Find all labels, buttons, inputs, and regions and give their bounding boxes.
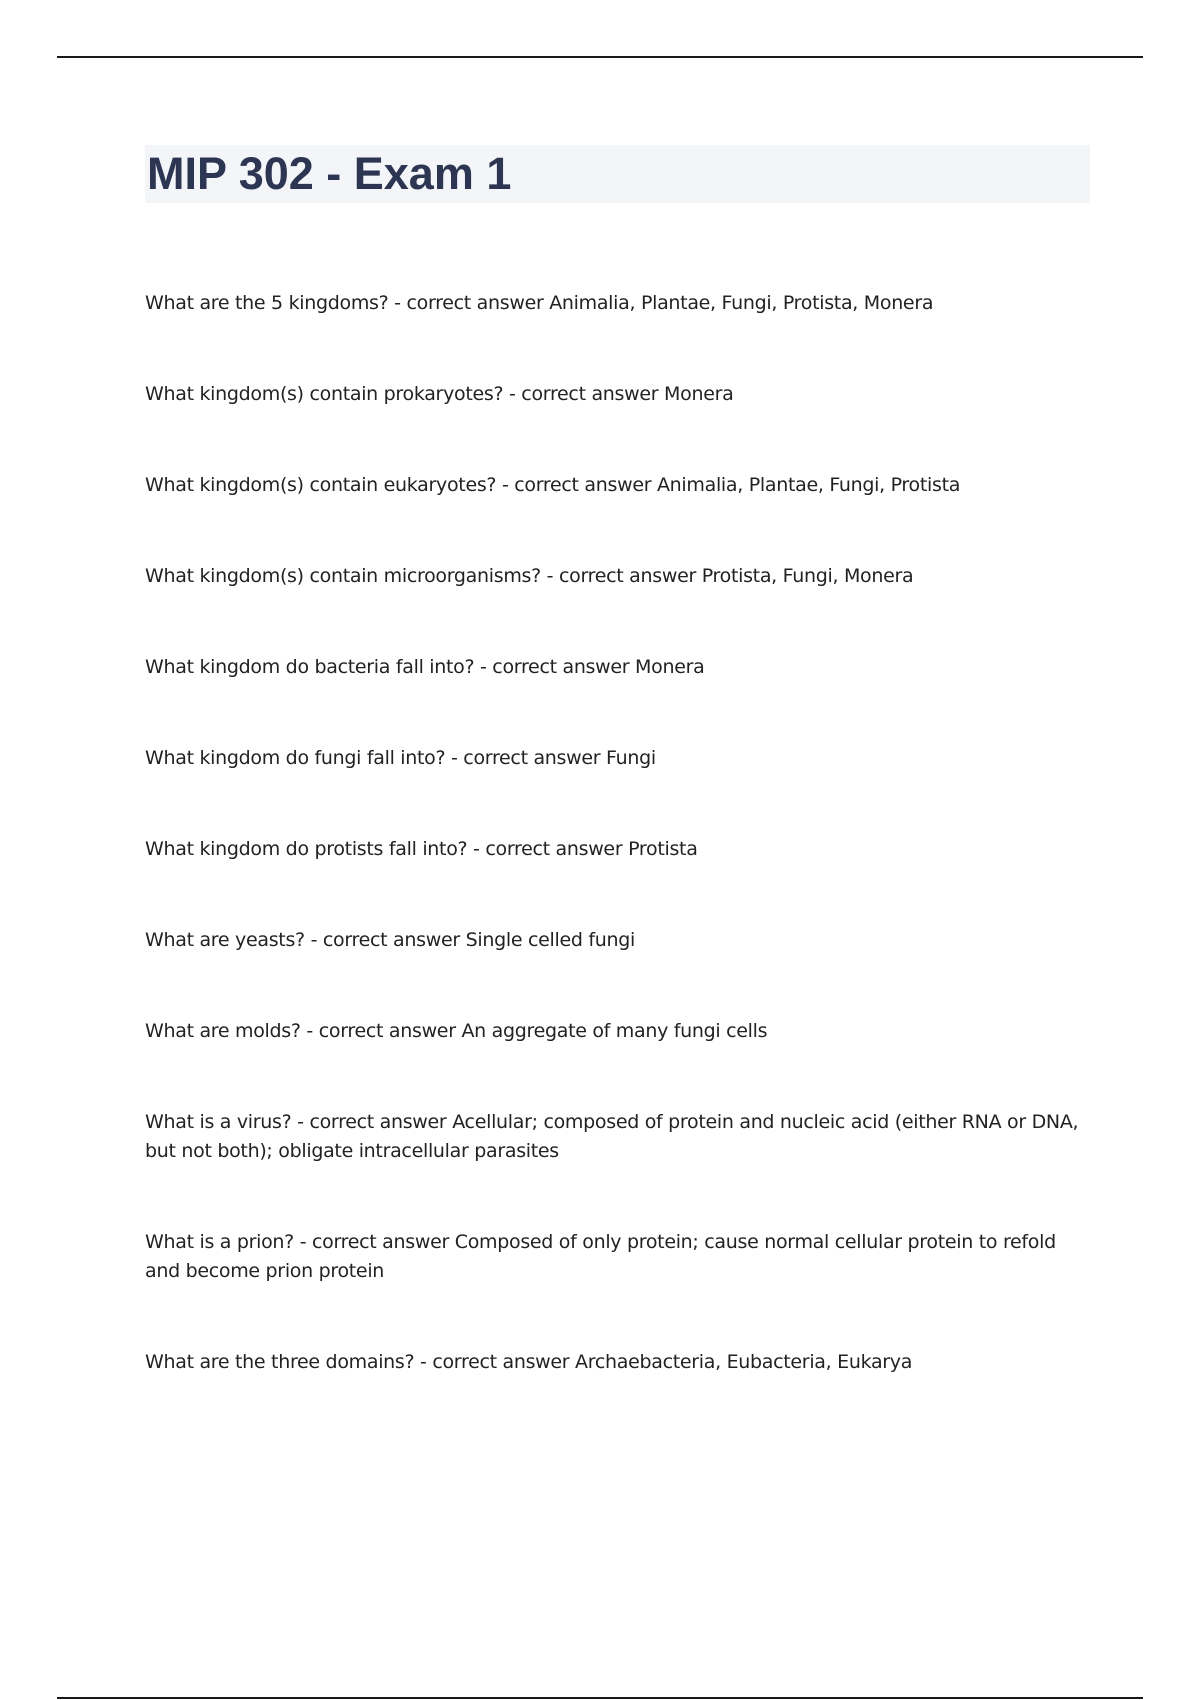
qa-list bbox=[145, 289, 1080, 1439]
qa-item-eukaryotes: What kingdom(s) contain eukaryotes? - correct answer Animalia, Plantae, Fungi, Protista bbox=[145, 474, 961, 496]
qa-item-bacteria: What kingdom do bacteria fall into? - correct answer Monera bbox=[145, 656, 705, 678]
qa-item-fungi: What kingdom do fungi fall into? - correct answer Fungi bbox=[145, 747, 656, 769]
top-rule bbox=[57, 56, 1143, 58]
qa-item-kingdoms: What are the 5 kingdoms? - correct answer Animalia, Plantae, Fungi, Protista, Monera bbox=[145, 292, 934, 314]
qa-item-prion: What is a prion? - correct answer Composed of only protein; cause normal cellular protein to refold and become prion protein bbox=[145, 1231, 1056, 1282]
document-title: MIP 302 - Exam 1 bbox=[147, 148, 512, 199]
title-band bbox=[145, 145, 1090, 203]
bottom-rule bbox=[57, 1697, 1143, 1699]
qa-item-virus: What is a virus? - correct answer Acellular; composed of protein and nucleic acid (either RNA or DNA, but not both); obligate intracellular parasites bbox=[145, 1111, 1079, 1162]
qa-item-yeasts: What are yeasts? - correct answer Single celled fungi bbox=[145, 929, 635, 951]
qa-item-prokaryotes: What kingdom(s) contain prokaryotes? - correct answer Monera bbox=[145, 383, 734, 405]
qa-item-microorganisms: What kingdom(s) contain microorganisms? - correct answer Protista, Fungi, Monera bbox=[145, 565, 914, 587]
qa-item-protists: What kingdom do protists fall into? - correct answer Protista bbox=[145, 838, 698, 860]
qa-item-molds: What are molds? - correct answer An aggregate of many fungi cells bbox=[145, 1020, 768, 1042]
qa-item-domains: What are the three domains? - correct answer Archaebacteria, Eubacteria, Eukarya bbox=[145, 1351, 913, 1373]
